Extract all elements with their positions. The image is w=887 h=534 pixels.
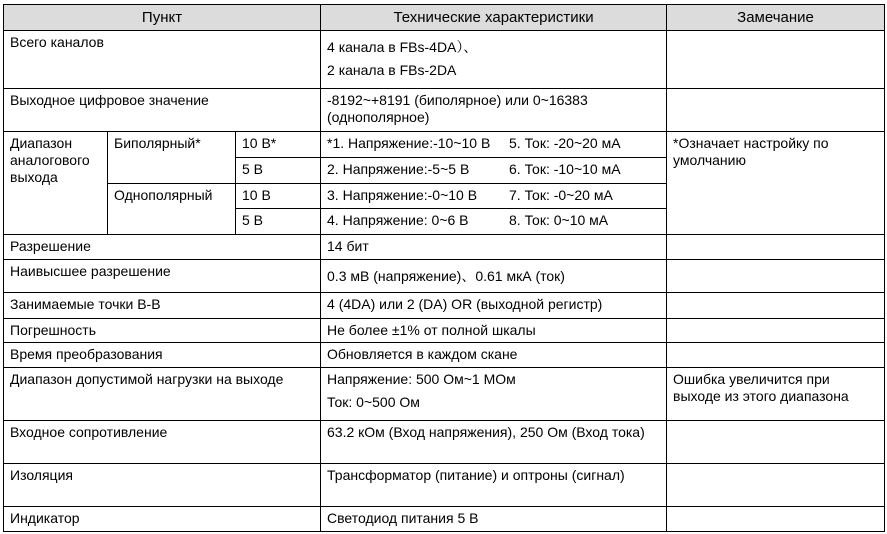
row-note [667,293,885,319]
row-label: Время преобразования [4,343,321,368]
spec-line: Ток: 0~500 Ом [327,394,420,410]
row-label: Наивысшее разрешение [4,260,321,293]
row-label: Диапазон аналогового выхода [4,132,108,234]
current-option: 8. Ток: 0~10 мА [509,212,609,229]
row-label: Выходное цифровое значение [4,89,321,132]
row-spec: -8192~+8191 (биполярное) или 0~16383 (однополярное) [321,89,667,132]
current-option: 6. Ток: -10~10 мА [509,161,621,178]
row-spec [321,183,667,209]
table-row [4,31,885,89]
table-row [4,260,885,293]
header-note: Замечание [667,5,885,31]
table-row [4,368,885,421]
spec-line: Напряжение: 500 Ом~1 МОм [327,371,516,387]
row-spec [321,209,667,235]
row-note: Ошибка увеличится при выходе из этого диапазона [667,368,885,421]
row-spec: 0.3 мВ (напряжение)、0.61 мкА (ток) [321,260,667,293]
table-row [4,89,885,132]
row-spec: Трансформатор (питание) и оптроны (сигнал) [321,464,667,507]
row-spec [321,158,667,184]
row-note [667,318,885,343]
row-label: Изоляция [4,464,321,507]
row-spec: 14 бит [321,234,667,260]
table-row [4,318,885,343]
spec-line: 2 канала в FBs-2DA [327,62,457,78]
row-spec [321,368,667,421]
specifications-table [3,4,885,532]
row-note [667,464,885,507]
range-voltage: 5 В [236,209,321,235]
row-spec: 4 (4DA) или 2 (DA) OR (выходной регистр) [321,293,667,319]
table-row [4,464,885,507]
row-note [667,234,885,260]
row-note [667,31,885,89]
voltage-option: 2. Напряжение:-5~5 В [327,161,470,178]
voltage-option: 4. Напряжение: 0~6 В [327,212,469,229]
header-spec: Технические характеристики [321,5,667,31]
row-label: Индикатор [4,507,321,532]
row-note [667,507,885,532]
row-spec: Светодиод питания 5 В [321,507,667,532]
row-spec: Обновляется в каждом скане [321,343,667,368]
row-label: Входное сопротивление [4,421,321,464]
row-spec: Не более ±1% от полной шкалы [321,318,667,343]
row-label: Всего каналов [4,31,321,89]
table-row [4,507,885,532]
row-label: Занимаемые точки В-В [4,293,321,319]
current-option: 7. Ток: -0~20 мА [509,186,613,203]
row-note: *Означает настройку по умолчанию [667,132,885,234]
range-voltage: 5 В [236,158,321,184]
bipolar-label: Биполярный* [108,132,236,183]
spec-line: 4 канала в FBs-4DA）、 [327,39,478,55]
voltage-option: *1. Напряжение:-10~10 В [327,135,491,152]
row-label: Погрешность [4,318,321,343]
header-item: Пункт [4,5,321,31]
table-row [4,234,885,260]
header-row [4,5,885,31]
row-label: Разрешение [4,234,321,260]
row-note [667,89,885,132]
voltage-option: 3. Напряжение:-0~10 В [327,186,478,203]
row-spec: 63.2 кОм (Вход напряжения), 250 Ом (Вход тока) [321,421,667,464]
table-row [4,293,885,319]
row-note [667,343,885,368]
table-row [4,343,885,368]
row-spec [321,31,667,89]
table-row [4,421,885,464]
current-option: 5. Ток: -20~20 мА [509,135,621,152]
row-note [667,421,885,464]
range-voltage: 10 В* [236,132,321,158]
row-note [667,260,885,293]
range-voltage: 10 В [236,183,321,209]
row-label: Диапазон допустимой нагрузки на выходе [4,368,321,421]
table-row [4,132,885,158]
row-spec [321,132,667,158]
unipolar-label: Однополярный [108,183,236,234]
